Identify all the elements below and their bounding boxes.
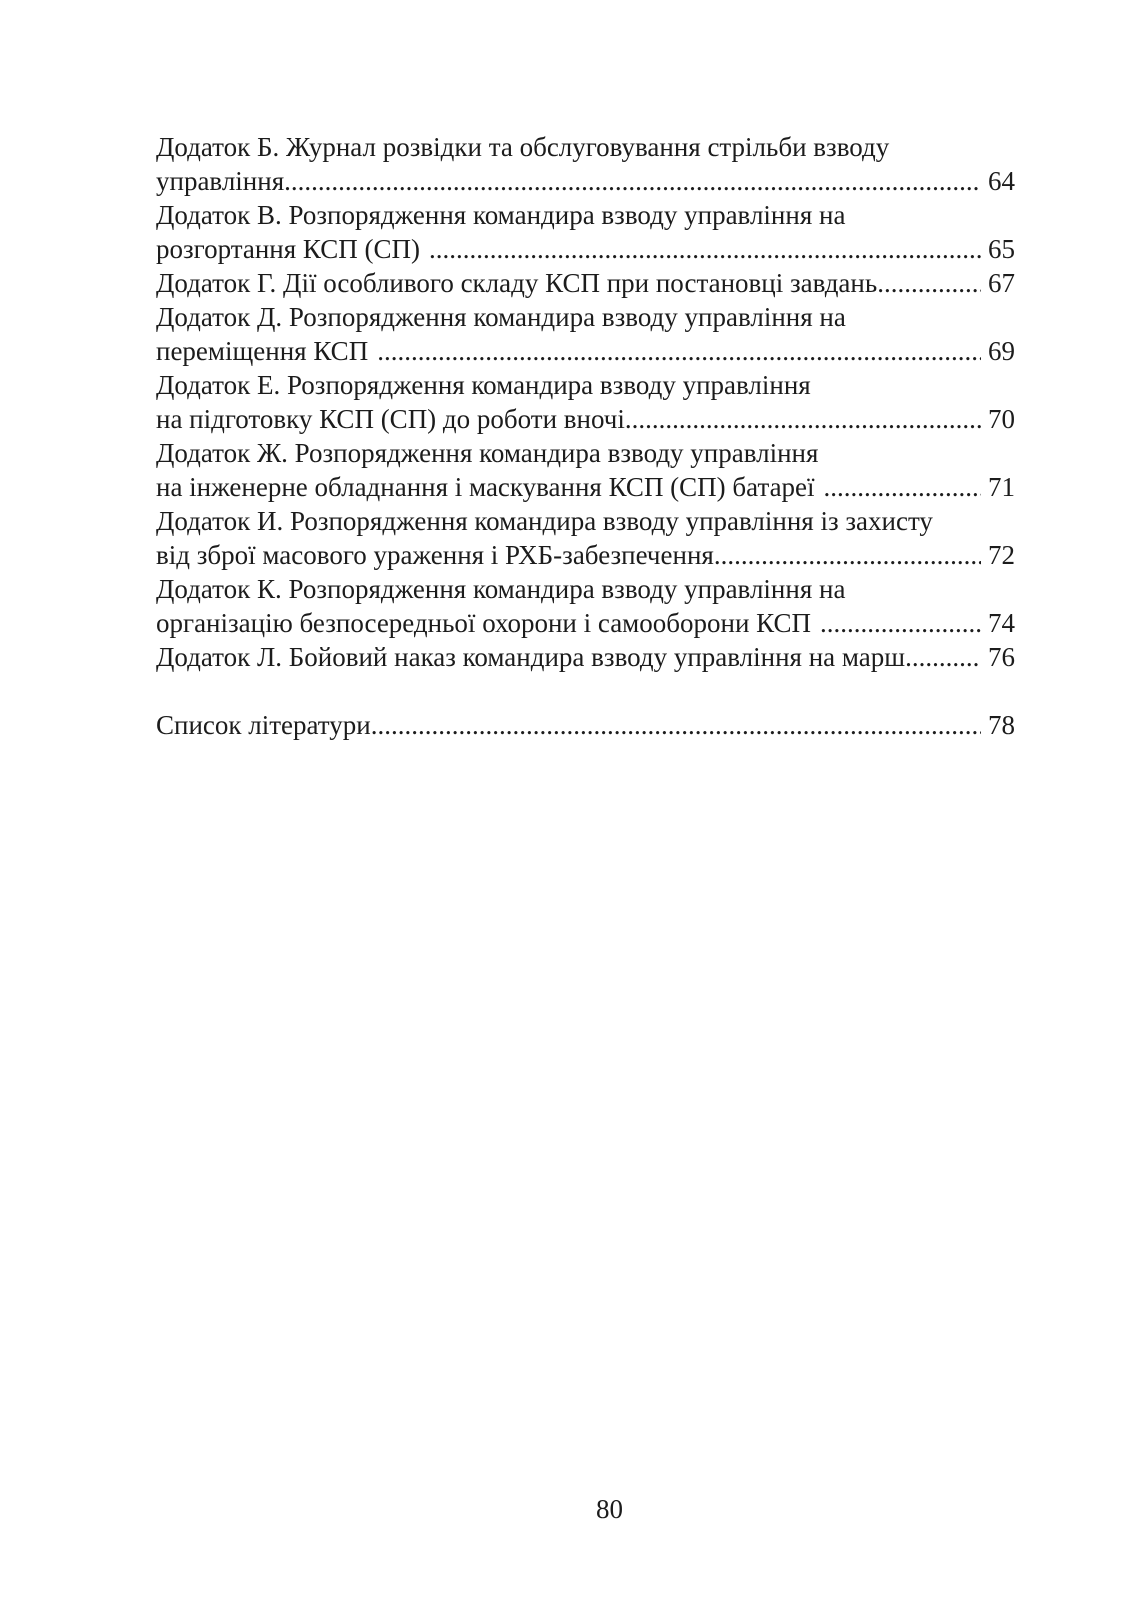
toc-page-number: 64 [988,166,1015,196]
dot-leader [714,538,981,572]
toc-entry-text: переміщення КСП [156,336,369,366]
toc-page-number: 69 [988,336,1015,366]
toc-entry [156,470,1015,504]
toc-entry [156,572,1015,606]
toc-entry [156,130,1015,164]
toc-entry-text: організацію безпосередньої охорони і самооборони КСП [156,608,812,638]
toc-entry [156,538,1015,572]
toc-entry [156,436,1015,470]
toc-entry-text: від зброї масового ураження і РХБ-забезпечення [156,540,714,570]
toc-entry-text: Додаток К. Розпорядження командира взводу управління на [156,574,846,604]
toc-entry-text: Додаток Г. Дії особливого складу КСП при постановці завдань [156,268,878,298]
blank-line [156,674,1015,708]
toc-entry-text: на підготовку КСП (СП) до роботи вночі [156,404,625,434]
toc-page-number: 78 [988,710,1015,740]
toc-entry-text: на інженерне обладнання і маскування КСП (СП) батареї [156,472,815,502]
toc-entry-text: Список літератури [156,710,371,740]
dot-leader [284,164,981,198]
table-of-contents [156,130,1015,742]
toc-page-number: 72 [988,540,1015,570]
dot-leader [625,402,981,436]
toc-page-number: 71 [988,472,1015,502]
toc-entry-text: Додаток В. Розпорядження командира взводу управління на [156,200,846,230]
toc-entry-text: Додаток И. Розпорядження командира взводу управління із захисту [156,506,933,536]
toc-entry-text: розгортання КСП (СП) [156,234,420,264]
dot-leader [905,640,981,674]
toc-entry [156,504,1015,538]
toc-page-number: 76 [988,642,1015,672]
toc-entry-text: Додаток Л. Бойовий наказ командира взводу управління на марш [156,642,906,672]
toc-entry-text: управління [156,166,285,196]
dot-leader [820,606,981,640]
page-number-footer: 80 [596,1494,623,1524]
dot-leader [429,232,981,266]
toc-entry-text: Додаток Д. Розпорядження командира взводу управління на [156,302,846,332]
toc-entry [156,708,1015,742]
dot-leader [377,334,981,368]
dot-leader [371,708,981,742]
toc-entry [156,164,1015,198]
toc-page-number: 67 [988,268,1015,298]
toc-entry [156,606,1015,640]
dot-leader [824,470,981,504]
toc-entry [156,266,1015,300]
toc-entry [156,300,1015,334]
toc-entry [156,368,1015,402]
toc-entry [156,334,1015,368]
toc-entry [156,198,1015,232]
dot-leader [877,266,981,300]
toc-page-number: 74 [988,608,1015,638]
toc-page-number: 65 [988,234,1015,264]
toc-entry [156,232,1015,266]
toc-page-number: 70 [988,404,1015,434]
toc-entry [156,402,1015,436]
toc-entry [156,640,1015,674]
toc-entry-text: Додаток Е. Розпорядження командира взводу управління [156,370,811,400]
toc-entry-text: Додаток Б. Журнал розвідки та обслуговування стрільби взводу [156,132,890,162]
toc-entry-text: Додаток Ж. Розпорядження командира взводу управління [156,438,819,468]
